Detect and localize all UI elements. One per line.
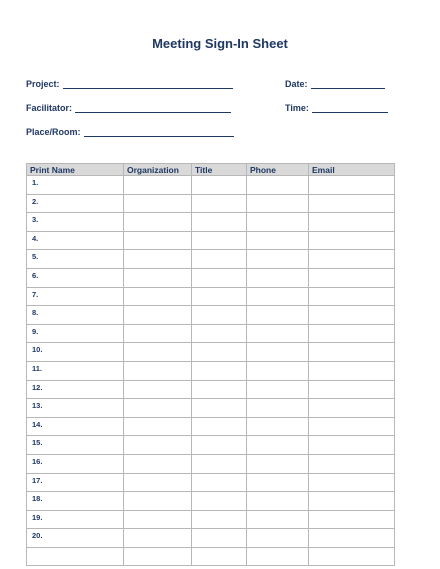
phone-cell[interactable]	[247, 324, 309, 343]
print-name-cell[interactable]: 19.	[27, 510, 124, 529]
title-cell[interactable]	[192, 399, 247, 418]
sign-in-table	[26, 163, 395, 566]
organization-cell[interactable]	[124, 547, 192, 566]
facilitator-line[interactable]	[75, 104, 231, 113]
print-name-cell[interactable]: 3.	[27, 213, 124, 232]
table-header-row	[27, 164, 395, 176]
phone-cell[interactable]	[247, 176, 309, 195]
phone-cell[interactable]	[247, 399, 309, 418]
table-row	[27, 268, 395, 287]
title-cell[interactable]	[192, 176, 247, 195]
title-cell[interactable]	[192, 529, 247, 548]
organization-cell[interactable]	[124, 417, 192, 436]
table-body	[27, 176, 395, 566]
email-cell[interactable]	[309, 529, 395, 548]
table-row	[27, 399, 395, 418]
project-field	[26, 79, 233, 89]
organization-cell[interactable]	[124, 231, 192, 250]
title-cell[interactable]	[192, 306, 247, 325]
facilitator-field	[26, 103, 231, 113]
facilitator-label: Facilitator:	[26, 103, 73, 113]
table-row	[27, 417, 395, 436]
organization-cell[interactable]	[124, 194, 192, 213]
title-cell[interactable]	[192, 380, 247, 399]
title-cell[interactable]	[192, 361, 247, 380]
time-field	[285, 103, 388, 113]
project-line[interactable]	[63, 80, 233, 89]
title-cell[interactable]	[192, 436, 247, 455]
print-name-cell[interactable]: 7.	[27, 287, 124, 306]
table-row	[27, 194, 395, 213]
phone-cell[interactable]	[247, 194, 309, 213]
table-row	[27, 454, 395, 473]
email-cell[interactable]	[309, 176, 395, 195]
title-cell[interactable]	[192, 213, 247, 232]
email-cell[interactable]	[309, 287, 395, 306]
time-line[interactable]	[312, 104, 388, 113]
date-label: Date:	[285, 79, 308, 89]
organization-cell[interactable]	[124, 436, 192, 455]
phone-cell[interactable]	[247, 510, 309, 529]
phone-cell[interactable]	[247, 529, 309, 548]
title-cell[interactable]	[192, 250, 247, 269]
print-name-cell[interactable]: 14.	[27, 417, 124, 436]
table-row	[27, 361, 395, 380]
phone-cell[interactable]	[247, 268, 309, 287]
title-cell[interactable]	[192, 287, 247, 306]
title-cell[interactable]	[192, 510, 247, 529]
email-cell[interactable]	[309, 194, 395, 213]
table-row	[27, 492, 395, 511]
email-cell[interactable]	[309, 306, 395, 325]
phone-cell[interactable]	[247, 547, 309, 566]
organization-cell[interactable]	[124, 213, 192, 232]
header-title: Title	[192, 164, 247, 176]
header-print-name: Print Name	[27, 164, 124, 176]
email-cell[interactable]	[309, 231, 395, 250]
email-cell[interactable]	[309, 250, 395, 269]
organization-cell[interactable]	[124, 454, 192, 473]
print-name-cell[interactable]: 9.	[27, 324, 124, 343]
table-row	[27, 529, 395, 548]
organization-cell[interactable]	[124, 268, 192, 287]
organization-cell[interactable]	[124, 473, 192, 492]
organization-cell[interactable]	[124, 492, 192, 511]
title-cell[interactable]	[192, 231, 247, 250]
email-cell[interactable]	[309, 417, 395, 436]
print-name-cell[interactable]: 11.	[27, 361, 124, 380]
title-cell[interactable]	[192, 194, 247, 213]
phone-cell[interactable]	[247, 213, 309, 232]
phone-cell[interactable]	[247, 436, 309, 455]
title-cell[interactable]	[192, 473, 247, 492]
phone-cell[interactable]	[247, 361, 309, 380]
print-name-cell[interactable]: 15.	[27, 436, 124, 455]
title-cell[interactable]	[192, 454, 247, 473]
date-line[interactable]	[311, 80, 385, 89]
email-cell[interactable]	[309, 380, 395, 399]
organization-cell[interactable]	[124, 287, 192, 306]
email-cell[interactable]	[309, 547, 395, 566]
table-row	[27, 547, 395, 566]
table-row	[27, 213, 395, 232]
email-cell[interactable]	[309, 510, 395, 529]
phone-cell[interactable]	[247, 231, 309, 250]
print-name-cell[interactable]: 16.	[27, 454, 124, 473]
print-name-cell[interactable]: 10.	[27, 343, 124, 362]
email-cell[interactable]	[309, 213, 395, 232]
header-email: Email	[309, 164, 395, 176]
organization-cell[interactable]	[124, 510, 192, 529]
table-row	[27, 343, 395, 362]
email-cell[interactable]	[309, 492, 395, 511]
table-row	[27, 306, 395, 325]
organization-cell[interactable]	[124, 176, 192, 195]
place-room-field	[26, 127, 234, 137]
table-row	[27, 324, 395, 343]
print-name-cell[interactable]	[27, 547, 124, 566]
title-cell[interactable]	[192, 547, 247, 566]
phone-cell[interactable]	[247, 492, 309, 511]
table-row	[27, 436, 395, 455]
table-row	[27, 287, 395, 306]
print-name-cell[interactable]: 17.	[27, 473, 124, 492]
organization-cell[interactable]	[124, 306, 192, 325]
table-row	[27, 176, 395, 195]
title-cell[interactable]	[192, 268, 247, 287]
print-name-cell[interactable]: 4.	[27, 231, 124, 250]
time-label: Time:	[285, 103, 309, 113]
header-phone: Phone	[247, 164, 309, 176]
print-name-cell[interactable]: 6.	[27, 268, 124, 287]
print-name-cell[interactable]: 8.	[27, 306, 124, 325]
print-name-cell[interactable]: 18.	[27, 492, 124, 511]
print-name-cell[interactable]: 12.	[27, 380, 124, 399]
phone-cell[interactable]	[247, 287, 309, 306]
table-row	[27, 231, 395, 250]
email-cell[interactable]	[309, 399, 395, 418]
phone-cell[interactable]	[247, 343, 309, 362]
email-cell[interactable]	[309, 361, 395, 380]
phone-cell[interactable]	[247, 306, 309, 325]
email-cell[interactable]	[309, 343, 395, 362]
print-name-cell[interactable]: 5.	[27, 250, 124, 269]
project-label: Project:	[26, 79, 60, 89]
organization-cell[interactable]	[124, 399, 192, 418]
phone-cell[interactable]	[247, 454, 309, 473]
table-row	[27, 380, 395, 399]
organization-cell[interactable]	[124, 380, 192, 399]
table-row	[27, 473, 395, 492]
email-cell[interactable]	[309, 436, 395, 455]
table-row	[27, 250, 395, 269]
phone-cell[interactable]	[247, 380, 309, 399]
organization-cell[interactable]	[124, 361, 192, 380]
page-title: Meeting Sign-In Sheet	[152, 36, 288, 51]
email-cell[interactable]	[309, 268, 395, 287]
print-name-cell[interactable]: 1.	[27, 176, 124, 195]
email-cell[interactable]	[309, 454, 395, 473]
table-row	[27, 510, 395, 529]
header-organization: Organization	[124, 164, 192, 176]
print-name-cell[interactable]: 13.	[27, 399, 124, 418]
phone-cell[interactable]	[247, 250, 309, 269]
print-name-cell[interactable]: 20.	[27, 529, 124, 548]
date-field	[285, 79, 385, 89]
organization-cell[interactable]	[124, 529, 192, 548]
title-cell[interactable]	[192, 343, 247, 362]
phone-cell[interactable]	[247, 473, 309, 492]
email-cell[interactable]	[309, 324, 395, 343]
organization-cell[interactable]	[124, 250, 192, 269]
title-cell[interactable]	[192, 417, 247, 436]
place-room-label: Place/Room:	[26, 127, 81, 137]
title-cell[interactable]	[192, 492, 247, 511]
phone-cell[interactable]	[247, 417, 309, 436]
organization-cell[interactable]	[124, 343, 192, 362]
organization-cell[interactable]	[124, 324, 192, 343]
email-cell[interactable]	[309, 473, 395, 492]
print-name-cell[interactable]: 2.	[27, 194, 124, 213]
title-cell[interactable]	[192, 324, 247, 343]
place-room-line[interactable]	[84, 128, 234, 137]
